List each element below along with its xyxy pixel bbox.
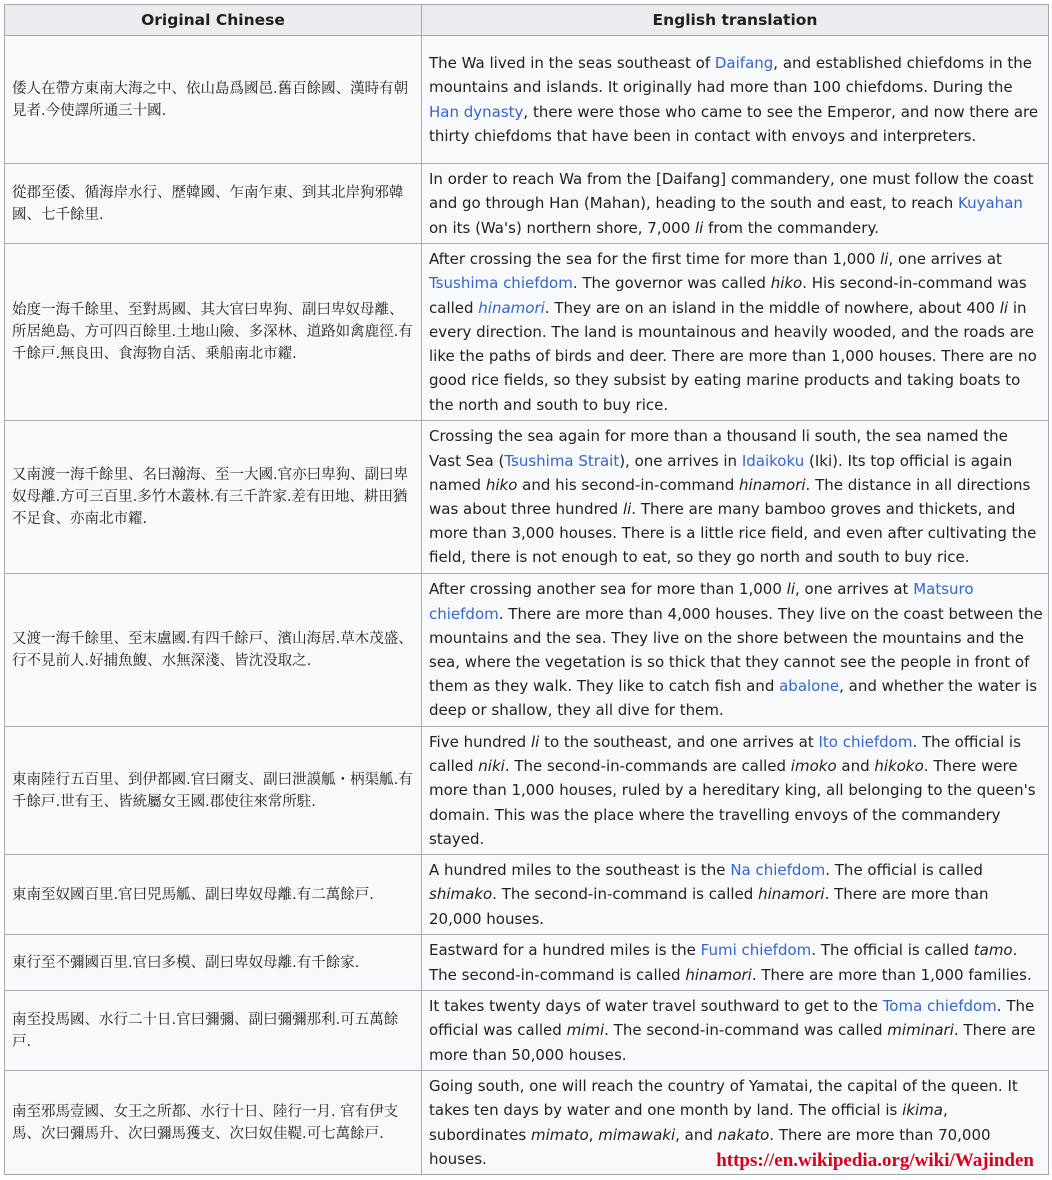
- text-segment: . His second-in-command was called: [429, 274, 1027, 317]
- table-row: [5, 244, 1049, 421]
- text-segment: and his second-in-command: [517, 475, 740, 494]
- italic-term: mimato: [531, 1125, 589, 1144]
- wiki-link[interactable]: Daifang: [714, 54, 774, 73]
- english-translation-cell: [422, 36, 1049, 164]
- italic-term: li: [622, 500, 632, 518]
- text-segment: In order to reach Wa from the [Daifang] commandery, one must follow the coast and go through Han (Mahan), heading to the south and east, to reach: [429, 170, 1034, 213]
- table-row: [5, 855, 1049, 935]
- text-segment: . There are more than 50,000 houses.: [429, 1021, 1036, 1064]
- original-chinese-cell: 東南陸行五百里、到伊都國.官曰爾支、副曰泄謨觚・柄渠觚.有千餘戸.世有王、皆統屬女王國.郡使往來常所駐.: [5, 727, 422, 855]
- italic-term: li: [880, 250, 889, 269]
- text-segment: . The second-in-commands are called: [504, 757, 791, 776]
- italic-term: li: [999, 298, 1009, 317]
- italic-term: nakato: [717, 1125, 770, 1144]
- text-segment: , one arrives at: [888, 250, 1002, 269]
- italic-term: miminari: [887, 1021, 954, 1040]
- text-segment: . There are more than 4,000 houses. They live on the coast between the mountains and the sea. They live on the shore between the mountains and the sea, where the vegetation is so thick that they cannot see the people in front of them as they walk. They like to catch fish and: [429, 604, 1043, 696]
- header-english-translation: English translation: [422, 5, 1049, 36]
- english-translation-cell: [422, 244, 1049, 421]
- wiki-link[interactable]: Na chiefdom: [730, 861, 826, 880]
- text-segment: to the southeast, and one arrives at: [539, 732, 819, 751]
- italic-term: hinamori: [758, 885, 825, 904]
- text-segment: . There are more than 20,000 houses.: [429, 885, 989, 928]
- table-row: [5, 935, 1049, 991]
- text-segment: After crossing the sea for the first time for more than 1,000: [429, 250, 881, 269]
- text-segment: Five hundred: [429, 732, 531, 751]
- wiki-link[interactable]: Kuyahan: [958, 194, 1023, 213]
- original-chinese-cell: 又南渡一海千餘里、名曰瀚海、至一大國.官亦曰卑狗、副曰卑奴母離.方可三百里.多竹木叢林.有三千許家.差有田地、耕田猶不足食、亦南北市糴.: [5, 421, 422, 574]
- wiki-link[interactable]: Ito chiefdom: [818, 732, 913, 751]
- italic-term: hikoko: [874, 757, 924, 776]
- text-segment: . The governor was called: [572, 274, 771, 293]
- english-translation-cell: [422, 991, 1049, 1071]
- italic-term: mimawaki: [598, 1125, 676, 1144]
- text-segment: . The official is called: [429, 732, 1021, 776]
- italic-term: ikima: [902, 1101, 943, 1120]
- text-segment: ), one arrives in: [619, 451, 742, 470]
- text-segment: , and whether the water is deep or shallow, they all dive for them.: [429, 677, 1038, 720]
- wiki-link[interactable]: Tsushima Strait: [504, 451, 620, 470]
- wiki-link[interactable]: Tsushima chiefdom: [429, 274, 573, 293]
- original-chinese-cell: 從郡至倭、循海岸水行、歷韓國、乍南乍東、到其北岸狗邪韓國、七千餘里.: [5, 164, 422, 244]
- text-segment: and: [836, 757, 875, 776]
- english-translation-cell: [422, 935, 1049, 991]
- italic-term: mimi: [566, 1021, 605, 1040]
- original-chinese-cell: 東南至奴國百里.官曰兕馬觚、副曰卑奴母離.有二萬餘戸.: [5, 855, 422, 935]
- wiki-link[interactable]: Fumi chiefdom: [700, 941, 812, 960]
- text-segment: Crossing the sea again for more than a thousand li south, the sea named the Vast Sea (: [429, 427, 1008, 470]
- italic-term: li: [530, 732, 540, 751]
- original-chinese-cell: 南至邪馬壹國、女王之所都、水行十日、陸行一月. 官有伊支馬、次曰彌馬升、次曰彌馬獲支、次曰奴佳鞮.可七萬餘戸.: [5, 1071, 422, 1175]
- text-segment: A hundred miles to the southeast is the: [429, 861, 731, 880]
- english-translation-cell: [422, 164, 1049, 244]
- text-segment: . The official is called: [811, 941, 974, 960]
- text-segment: , subordinates: [429, 1101, 948, 1144]
- text-segment: After crossing another sea for more than 1,000: [429, 580, 787, 599]
- text-segment: , and established chiefdoms in the mountains and islands. It originally had more than 100 chiefdoms. During the: [429, 54, 1033, 97]
- text-segment: . The second-in-command is called: [492, 885, 759, 904]
- text-segment: It takes twenty days of water travel southward to get to the: [429, 997, 883, 1016]
- table-row: [5, 164, 1049, 244]
- table-row: [5, 991, 1049, 1071]
- translation-table: [4, 4, 1049, 1175]
- text-segment: ,: [588, 1125, 599, 1144]
- header-original-chinese: Original Chinese: [5, 5, 422, 36]
- text-segment: . There were more than 1,000 houses, ruled by a hereditary king, all belonging to the queen's domain. This was the place where the travelling envoys of the commandery stayed.: [429, 757, 1036, 848]
- italic-term: niki: [478, 757, 505, 776]
- source-url-watermark: https://en.wikipedia.org/wiki/Wajinden: [716, 1150, 1034, 1171]
- header-row: [5, 5, 1049, 36]
- text-segment: , and: [675, 1125, 718, 1144]
- table-row: [5, 727, 1049, 855]
- italic-term: tamo: [973, 941, 1013, 960]
- text-segment: . There are many bamboo groves and thickets, and more than 3,000 houses. There is a little rice field, and even after cultivating the field, there is not enough to eat, so they go north and south to buy rice.: [429, 500, 1037, 567]
- wiki-link[interactable]: Matsuro chiefdom: [429, 580, 974, 623]
- wiki-link[interactable]: Han dynasty: [429, 102, 524, 121]
- english-translation-cell: [422, 421, 1049, 574]
- wiki-link[interactable]: abalone: [779, 677, 840, 696]
- table-row: [5, 36, 1049, 164]
- text-segment: The Wa lived in the seas southeast of: [429, 54, 715, 73]
- wiki-link[interactable]: hinamori: [478, 298, 545, 317]
- text-segment: . The official was called: [429, 997, 1035, 1040]
- italic-term: hiko: [485, 475, 518, 494]
- text-segment: . There are more than 1,000 families.: [751, 965, 1032, 984]
- text-segment: . There are more than 70,000 houses.: [429, 1125, 991, 1168]
- text-segment: on its (Wa's) northern shore, 7,000: [429, 218, 696, 237]
- text-segment: Eastward for a hundred miles is the: [429, 941, 701, 960]
- italic-term: li: [695, 218, 704, 237]
- text-segment: . The second-in-command is called: [429, 941, 1018, 984]
- text-segment: . The distance in all directions was about three hundred: [429, 475, 1031, 518]
- table-row: [5, 574, 1049, 727]
- text-segment: . The official is called: [825, 861, 983, 880]
- english-translation-cell: [422, 574, 1049, 727]
- table-row: [5, 421, 1049, 574]
- italic-term: li: [786, 580, 795, 599]
- italic-term: hinamori: [739, 475, 806, 494]
- text-segment: , one arrives at: [795, 580, 914, 599]
- text-segment: . The second-in-command was called: [604, 1021, 888, 1040]
- text-segment: Going south, one will reach the country of Yamatai, the capital of the queen. It takes ten days by water and one month by land. The official is: [429, 1077, 1018, 1120]
- text-segment: . They are on an island in the middle of nowhere, about 400: [544, 298, 1000, 317]
- text-segment: , there were those who came to see the Emperor, and now there are thirty chiefdoms that have been in contact with envoys and interpreters.: [429, 102, 1039, 145]
- wiki-link[interactable]: Toma chiefdom: [882, 997, 997, 1016]
- italic-term: imoko: [790, 757, 837, 776]
- text-segment: in every direction. The land is mountainous and heavily wooded, and the roads are like the paths of birds and deer. There are more than 1,000 houses. There are no good rice fields, so they subsist by eating marine products and taking boats to the north and south to buy rice.: [429, 298, 1037, 414]
- text-segment: (Iki). Its top official is again named: [429, 451, 1013, 494]
- english-translation-cell: [422, 727, 1049, 855]
- original-chinese-cell: 東行至不彌國百里.官曰多模、副曰卑奴母離.有千餘家.: [5, 935, 422, 991]
- wiki-link[interactable]: Idaikoku: [741, 451, 805, 470]
- italic-term: shimako: [429, 885, 493, 904]
- english-translation-cell: [422, 855, 1049, 935]
- italic-term: hiko: [770, 274, 803, 293]
- original-chinese-cell: 倭人在帶方東南大海之中、依山島爲國邑.舊百餘國、漢時有朝見者.今使譯所通三十國.: [5, 36, 422, 164]
- original-chinese-cell: 又渡一海千餘里、至末盧國.有四千餘戸、濱山海居.草木茂盛、行不見前人.好捕魚鰒、水無深淺、皆沈没取之.: [5, 574, 422, 727]
- original-chinese-cell: 始度一海千餘里、至對馬國、其大官曰卑狗、副曰卑奴母離、所居絶島、方可四百餘里.土地山險、多深林、道路如禽鹿徑.有千餘戸.無良田、食海物自活、乗船南北市糴.: [5, 244, 422, 421]
- text-segment: from the commandery.: [703, 218, 879, 237]
- italic-term: hinamori: [685, 965, 752, 984]
- original-chinese-cell: 南至投馬國、水行二十日.官曰彌彌、副曰彌彌那利.可五萬餘戸.: [5, 991, 422, 1071]
